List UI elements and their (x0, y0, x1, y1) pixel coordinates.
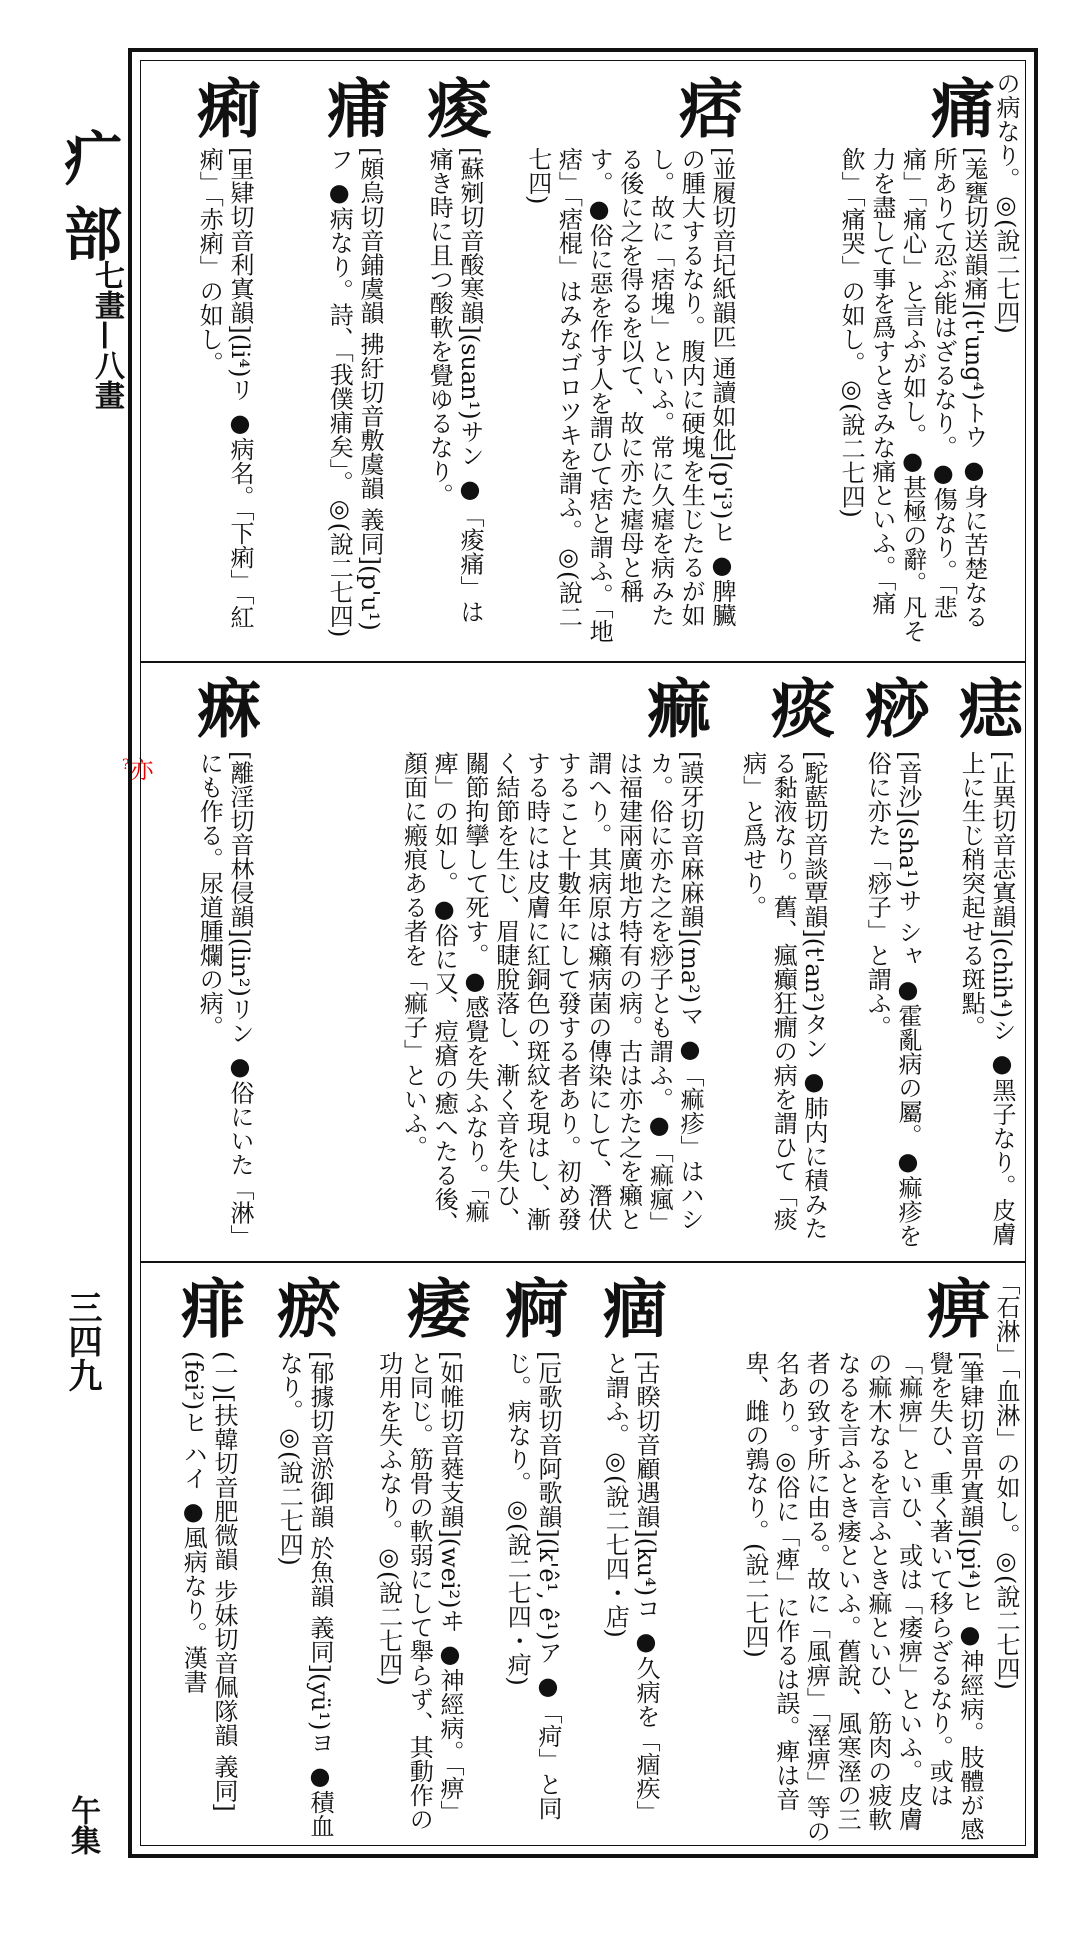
headword-sha: 痧 (854, 675, 929, 739)
entry-text: [羗甕切送韻痛](t'ung⁴)トウ ●身に苦楚なる所ありて忍ぶ能はざるなり。●傷なり。「悲痛」「痛心」と言ふが如し。●甚極の辭。凡そ力を盡して事を爲すときみな痛といふ。「痛飮」「痛哭」の如し。◎(說二七四) (837, 147, 988, 643)
headword-ma: 痲 (636, 675, 711, 739)
entry-text: [如帷切音蕤支韻](wei²)ヰ ●神經病。「痹」と同じ。筋骨の軟弱にして舉らず、其動作の功用を失ふなり。◎(說二七四) (374, 1351, 464, 1831)
entry-text: [並履切音圮紙韻匹 通讀如仳](p'i³)ヒ ●脾臟の腫大するなり。腹内に硬塊を生じたるが如し。故に「痞塊」といふ。常に久瘧を病みたる後に之を得るを以て、故に亦た瘧母と稱す。●俗に惡を作す人を謂ひて痞と謂ふ。「地痞」「痞棍」はみなゴロツキを謂ふ。◎(說二七四) (523, 147, 736, 643)
entry-text: [厄歌切音阿歌韻](k'ê¹, ê¹)ア ●「疴」と同じ。病なり。◎(說二七四・疴) (503, 1351, 562, 1821)
headword-yu: 瘀 (266, 1275, 341, 1339)
volume-part: 午集 (65, 1795, 100, 1855)
headword-bi: 痹 (916, 1275, 991, 1339)
headword-li: 痢 (186, 75, 261, 139)
entry-continuation: 「石淋」「血淋」の如し。◎(說二七四) (992, 1271, 1020, 1690)
entry-text: (一)[扶韓切音肥微韻 步妹切音佩隊韻 義同](fei²)ヒ ハイ ●風病なり。漢書 (179, 1351, 238, 1812)
headword-tan: 痰 (760, 675, 835, 739)
entry-text: [蘇剜切音酸寒韻](suan¹)サン ●「痠痛」は痛き時に且つ酸軟を覺ゆるなり。 (425, 147, 484, 624)
entry-text: [駝藍切音談覃韻](t'an²)タン ●肺内に積みたる黏液なり。舊、瘋癲狂癇の病を謂ひて「痰病」と爲せり。 (738, 751, 828, 1240)
entry-text: [止異切音志寘韻](chih⁴)シ ●黑子なり。皮膚上に生じ稍突起せる斑點。 (957, 751, 1016, 1246)
section-divider (141, 661, 1025, 663)
entry-text: [里肄切音利寘韻](li⁴)リ ●病名。「下痢」「紅痢」「赤痢」の如し。 (195, 147, 254, 630)
headword-e: 痾 (494, 1275, 569, 1339)
radical-heading: 疒部 (54, 128, 122, 280)
entry-text: [離淫切音林侵韻](lin²)リン ●俗にいた「淋」にも作る。尿道腫爛の病。 (195, 751, 254, 1249)
entry-text: [頗烏切音鋪虞韻 拂紆切音敷虞韻 義同](p'u¹)フ ●病なり。詩、「我僕痡矣」。◎(說二七四) (325, 147, 384, 638)
entry-text: [謨牙切音麻麻韻](ma²)マ ●「痲疹」はハシカ。俗に亦た之を痧子とも謂ふ。●「痲瘋」は福建兩廣地方特有の病。古は亦た之を癩と謂へり。其病原は癩病菌の傳染にして、潛伏すること十數年にして發する者あり。初め發する時には皮膚に紅銅色の斑紋を現はし、漸く結節を生じ、眉睫脫落し、漸く音を失ひ、關節拘攣して死す。●感覺を失ふなり。「痲痺」の如し。●俗に又、痘瘡の癒へたる後、顏面に瘢痕ある者を「痲子」といふ。 (399, 751, 704, 1235)
stroke-range: 七畫—八畫 (89, 260, 124, 410)
headword-gu: 痼 (592, 1275, 667, 1339)
annotation-char: 亦 (129, 756, 154, 784)
headword-zhi: 痣 (948, 675, 1023, 739)
entry-text: [音沙](sha¹)サ シャ ●霍亂病の屬。●痲疹を俗に亦た「痧子」と謂ふ。 (863, 751, 922, 1248)
headword-pi: 痞 (668, 75, 743, 139)
section-divider (141, 1261, 1025, 1263)
headword-tong: 痛 (920, 75, 995, 139)
page-frame (128, 48, 1038, 1858)
headword-pu: 痡 (316, 75, 391, 139)
headword-lin: 痳 (186, 675, 261, 739)
headword-wei: 痿 (396, 1275, 471, 1339)
headword-suan: 痠 (416, 75, 491, 139)
entry-continuation: の病なり。◎(說二七四) (992, 71, 1020, 334)
page-inner-border (140, 60, 1026, 1846)
entry-text: [筆肄切音畀寘韻](pi⁴)ヒ ●神經病。肢體が感覺を失ひ、重く著いて移らざるなり。或は「痲痹」といひ、或は「痿痹」といふ。皮膚の痲木なるを言ふとき痲といひ、筋肉の疲軟なるを言ふとき痿といふ。舊說、風寒溼の三者の致す所に由る。故に「風痹」「溼痹」等の名あり。◎俗に「痺」に作るは誤。痺は音卑、雌の鶉なり。(說二七四) (740, 1351, 984, 1843)
entry-text: [郁據切音淤御韻 於魚韻 義同](yü¹)ヨ ●積血なり。◎(說二七四) (275, 1351, 334, 1838)
entry-text: [古睽切音顧遇韻](ku⁴)コ ●久病を「痼疾」と謂ふ。◎(說二七四・店) (601, 1351, 660, 1824)
page-number: 三四九 (62, 1290, 102, 1392)
headword-fei: 痱 (170, 1275, 245, 1339)
annotation-mark: ? (122, 757, 130, 773)
